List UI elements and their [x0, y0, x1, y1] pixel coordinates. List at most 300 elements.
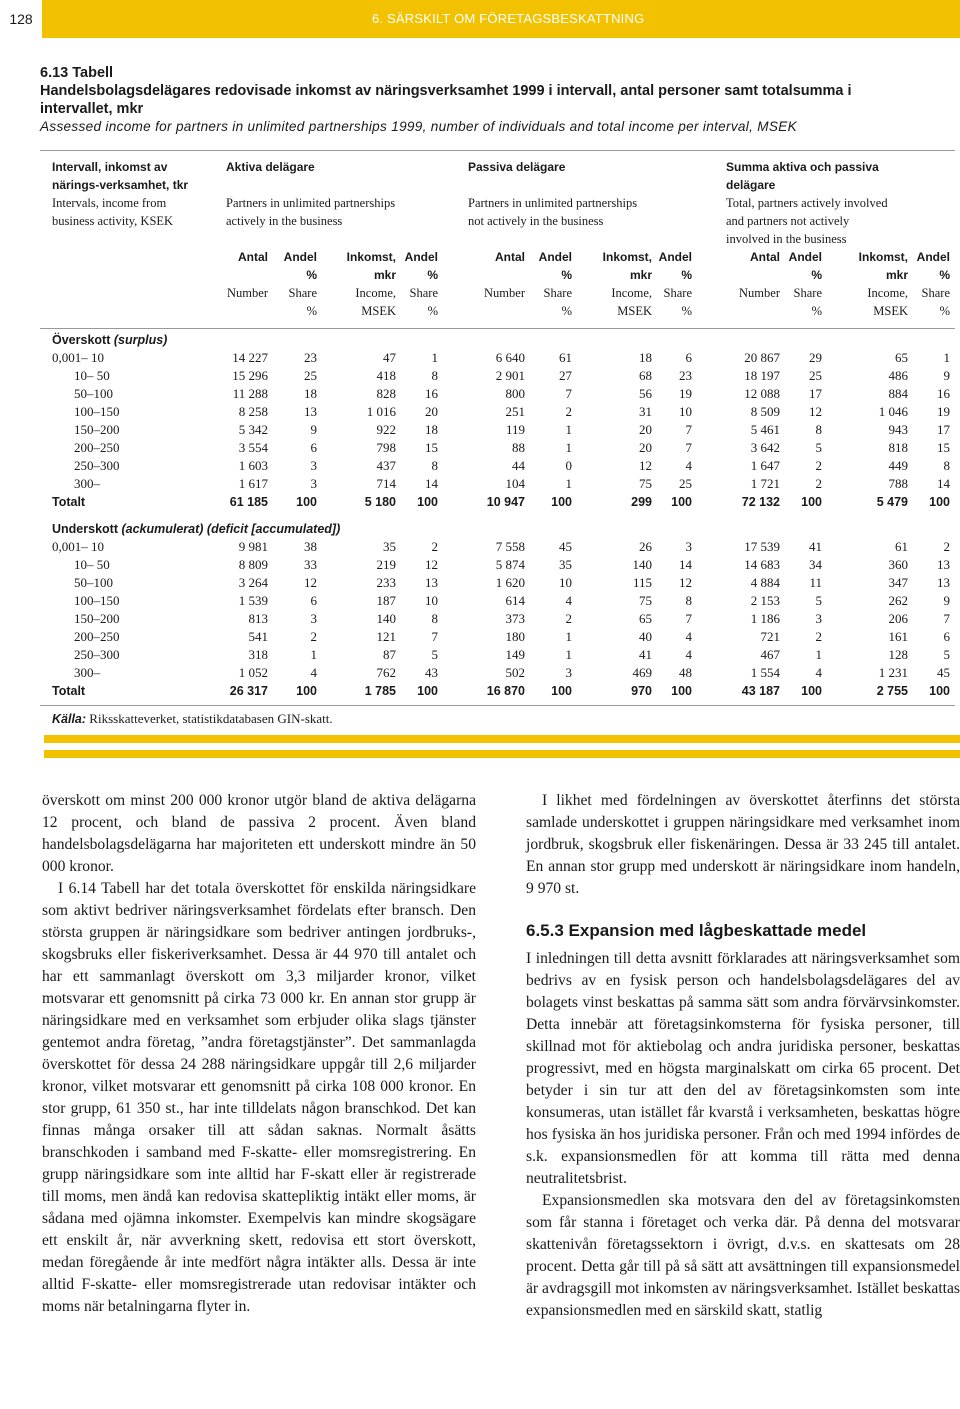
value-cell: 14 227 — [232, 350, 268, 365]
table-top-rule — [40, 150, 955, 151]
value-cell: 33 — [304, 557, 317, 572]
value-cell: 3 — [310, 611, 317, 626]
value-cell: 800 — [505, 386, 525, 401]
value-cell: 48 — [679, 665, 692, 680]
value-cell: 9 — [943, 593, 950, 608]
interval-cell: 150–200 — [74, 422, 120, 437]
separator-band-2 — [44, 750, 960, 758]
andel-label: Andel — [283, 250, 317, 264]
value-cell: 149 — [505, 647, 525, 662]
value-cell: 104 — [505, 476, 525, 491]
income-label: Income, — [611, 286, 652, 300]
value-cell: 1 052 — [238, 665, 268, 680]
value-cell: 75 — [639, 593, 652, 608]
table-row — [40, 457, 955, 475]
value-cell: 13 — [425, 575, 438, 590]
table-row — [40, 646, 955, 664]
value-cell: 8 — [943, 458, 950, 473]
value-cell: 2 — [815, 458, 822, 473]
value-cell: 251 — [505, 404, 525, 419]
table-row — [40, 592, 955, 610]
value-cell: 1 554 — [750, 665, 780, 680]
paragraph: I 6.14 Tabell har det totala överskottet för enskilda näringsidkare som aktivt bedriver näringsverksamhet fördelats efter bransch. Den största gruppen är näringsidkare som bedriver antingen jordbruks-, skogsbruks eller fiskeriverksamhet. Dessa är 44 970 till antalet och har ett sammanlagt överskott om 3,3 miljarder kronor, vilket motsvarar ett genomsnitt på cirka 73 000 kr. En annan stor grupp är näringsidkare med en verksamhet som erbjuder olika slags tjänster gentemot andra företag, ”andra företagstjänster”. Det sammanlagda överskottet för dessa 24 288 näringsidkare uppgår till 2,6 miljarder kronor, vilket motsvarar ett genomsnitt på cirka 108 000 kronor. En stor grupp, 61 350 st., har inte tilldelats någon branschkod. Det kan finnas många orsaker till att sådan saknas. Normalt åsätts branschkoden i samband med F-skatte- eller momsregistrering. En grupp näringsidkare som inte alltid har F-skatt eller är registrerade till moms, men ändå kan redovisa skattepliktig intäkt eller moms, är sådana med ojämna inkomster. Exempelvis kan mindre skogsägare ett enskilt år, när avverkning skett, redovisa ett stort överskott, medan föregående år inte medfört några intäkter alls. Dessa är inte alltid F-skatte- eller momsregistrerade utan redovisar intäkter och moms när betalningarna flyter in. — [42, 880, 476, 1315]
value-cell: 1 617 — [238, 476, 268, 491]
passive-header-en-1: Partners in unlimited partnerships — [468, 196, 638, 210]
value-cell: 4 — [685, 458, 692, 473]
value-cell: 818 — [888, 440, 908, 455]
surplus-rows — [40, 349, 955, 511]
value-cell: 1 — [310, 647, 317, 662]
value-cell: 8 — [431, 368, 438, 383]
value-cell: 34 — [809, 557, 822, 572]
number-label: Number — [484, 286, 525, 300]
percent-label: % — [939, 304, 950, 318]
table-row — [40, 628, 955, 646]
total-row — [40, 493, 955, 511]
value-cell: 3 264 — [238, 575, 268, 590]
interval-cell: 300– — [74, 665, 100, 680]
total-value-cell: 100 — [671, 684, 692, 698]
value-cell: 40 — [639, 629, 652, 644]
value-cell: 18 197 — [744, 368, 780, 383]
total-value-cell: 299 — [631, 495, 652, 509]
value-cell: 4 — [685, 629, 692, 644]
value-cell: 347 — [888, 575, 908, 590]
total-value-cell: 72 132 — [741, 495, 780, 509]
total-value-cell: 100 — [671, 495, 692, 509]
value-cell: 1 — [565, 440, 572, 455]
table-row — [40, 439, 955, 457]
value-cell: 418 — [376, 368, 396, 383]
value-cell: 12 — [679, 575, 692, 590]
value-cell: 41 — [639, 647, 652, 662]
value-cell: 1 016 — [366, 404, 396, 419]
number-label: Number — [227, 286, 268, 300]
share-label: Share — [409, 286, 438, 300]
value-cell: 798 — [376, 440, 396, 455]
value-cell: 45 — [937, 665, 950, 680]
value-cell: 5 — [815, 440, 822, 455]
value-cell: 47 — [383, 350, 396, 365]
active-header-sv: Aktiva delägare — [226, 160, 315, 174]
header-bottom-rule — [40, 328, 955, 329]
value-cell: 44 — [512, 458, 525, 473]
value-cell: 9 — [943, 368, 950, 383]
value-cell: 3 — [310, 476, 317, 491]
table-row — [40, 574, 955, 592]
value-cell: 31 — [639, 404, 652, 419]
value-cell: 12 — [425, 557, 438, 572]
total-row — [40, 682, 955, 700]
value-cell: 2 — [310, 629, 317, 644]
value-cell: 4 — [565, 593, 572, 608]
value-cell: 8 — [815, 422, 822, 437]
interval-header-sv-1: Intervall, inkomst av — [52, 160, 168, 174]
value-cell: 437 — [376, 458, 396, 473]
value-cell: 4 884 — [750, 575, 780, 590]
value-cell: 788 — [888, 476, 908, 491]
value-cell: 25 — [809, 368, 822, 383]
value-cell: 8 258 — [238, 404, 268, 419]
table-row — [40, 367, 955, 385]
surplus-section — [40, 331, 955, 511]
value-cell: 75 — [639, 476, 652, 491]
interval-cell: 0,001– 10 — [52, 350, 104, 365]
value-cell: 318 — [248, 647, 268, 662]
total-value-cell: 100 — [929, 684, 950, 698]
table-title-en: Assessed income for partners in unlimited partnerships 1999, number of individuals and total income per interval, MSEK — [40, 119, 797, 134]
value-cell: 15 — [937, 440, 950, 455]
body-column-right — [526, 790, 960, 1322]
value-cell: 1 721 — [750, 476, 780, 491]
andel-label: Andel — [658, 250, 692, 264]
total-value-cell: 1 785 — [364, 684, 396, 698]
value-cell: 140 — [376, 611, 396, 626]
value-cell: 8 509 — [750, 404, 780, 419]
total-value-cell: 100 — [417, 684, 438, 698]
value-cell: 119 — [505, 422, 525, 437]
total-value-cell: 970 — [631, 684, 652, 698]
interval-cell: 200–250 — [74, 440, 120, 455]
total-value-cell: 10 947 — [486, 495, 525, 509]
value-cell: 3 — [310, 458, 317, 473]
value-cell: 943 — [888, 422, 908, 437]
value-cell: 206 — [888, 611, 908, 626]
value-cell: 11 — [809, 575, 822, 590]
table-number: 6.13 Tabell — [40, 65, 114, 81]
value-cell: 14 — [425, 476, 438, 491]
share-label: Share — [288, 286, 317, 300]
value-cell: 1 — [565, 629, 572, 644]
paragraph: I likhet med fördelningen av överskottet återfinns det största samlade underskottet i gruppen näringsidkare med verksamhet inom jordbruk, skogsbruk eller fiskenäringen. Dessa är 33 245 till antalet. En annan stor grupp med underskott är näringsidkare inom handeln, 9 970 st. — [526, 792, 960, 897]
value-cell: 41 — [809, 539, 822, 554]
chapter-title: 6. SÄRSKILT OM FÖRETAGSBESKATTNING — [372, 11, 645, 26]
mkr-label: mkr — [373, 268, 396, 282]
percent-label: % — [561, 268, 572, 282]
value-cell: 6 640 — [495, 350, 525, 365]
value-cell: 8 — [431, 458, 438, 473]
body-column-left — [42, 790, 476, 1318]
total-value-cell: 5 180 — [364, 495, 396, 509]
interval-cell: 250–300 — [74, 647, 120, 662]
value-cell: 7 — [943, 611, 950, 626]
value-cell: 9 — [310, 422, 317, 437]
value-cell: 1 231 — [878, 665, 908, 680]
value-cell: 12 088 — [744, 386, 780, 401]
value-cell: 20 — [639, 440, 652, 455]
percent-label: % — [811, 304, 822, 318]
value-cell: 20 867 — [744, 350, 780, 365]
table-row — [40, 475, 955, 493]
interval-cell: 150–200 — [74, 611, 120, 626]
value-cell: 6 — [685, 350, 692, 365]
income-label: Income, — [867, 286, 908, 300]
interval-cell: 10– 50 — [74, 557, 110, 572]
msek-label: MSEK — [617, 304, 652, 318]
value-cell: 721 — [760, 629, 780, 644]
value-cell: 828 — [376, 386, 396, 401]
total-value-cell: 100 — [296, 495, 317, 509]
value-cell: 1 046 — [878, 404, 908, 419]
value-cell: 25 — [304, 368, 317, 383]
passive-header-sv: Passiva delägare — [468, 160, 566, 174]
value-cell: 19 — [679, 386, 692, 401]
value-cell: 18 — [304, 386, 317, 401]
active-header-en-2: actively in the business — [226, 214, 343, 228]
value-cell: 14 — [679, 557, 692, 572]
interval-cell: 50–100 — [74, 386, 113, 401]
value-cell: 4 — [310, 665, 317, 680]
total-value-cell: 5 479 — [876, 495, 908, 509]
value-cell: 180 — [505, 629, 525, 644]
table-title-sv-cont: intervallet, mkr — [40, 101, 144, 117]
value-cell: 1 539 — [238, 593, 268, 608]
page-number: 128 — [9, 11, 33, 27]
page-header — [0, 0, 960, 40]
interval-header-sv-2: närings-verksamhet, tkr — [52, 178, 189, 192]
value-cell: 5 874 — [495, 557, 525, 572]
value-cell: 35 — [383, 539, 396, 554]
percent-label: % — [427, 304, 438, 318]
value-cell: 68 — [639, 368, 652, 383]
value-cell: 187 — [376, 593, 396, 608]
value-cell: 7 — [565, 386, 572, 401]
number-label: Number — [739, 286, 780, 300]
share-label: Share — [543, 286, 572, 300]
value-cell: 5 — [815, 593, 822, 608]
total-label: Totalt — [52, 684, 86, 698]
value-cell: 449 — [888, 458, 908, 473]
value-cell: 29 — [809, 350, 822, 365]
interval-cell: 0,001– 10 — [52, 539, 104, 554]
share-label: Share — [663, 286, 692, 300]
value-cell: 233 — [376, 575, 396, 590]
table-row — [40, 556, 955, 574]
value-cell: 8 — [685, 593, 692, 608]
value-cell: 5 342 — [238, 422, 268, 437]
value-cell: 8 809 — [238, 557, 268, 572]
value-cell: 1 — [943, 350, 950, 365]
value-cell: 7 — [431, 629, 438, 644]
value-cell: 13 — [304, 404, 317, 419]
value-cell: 6 — [310, 440, 317, 455]
value-cell: 6 — [310, 593, 317, 608]
source-note: Källa: Riksskatteverket, statistikdatabasen GIN-skatt. — [52, 711, 333, 726]
value-cell: 3 554 — [238, 440, 268, 455]
value-cell: 486 — [888, 368, 908, 383]
value-cell: 16 — [425, 386, 438, 401]
value-cell: 26 — [639, 539, 652, 554]
value-cell: 23 — [679, 368, 692, 383]
table-row — [40, 385, 955, 403]
percent-label: % — [939, 268, 950, 282]
mkr-label: mkr — [629, 268, 652, 282]
total-value-cell: 100 — [551, 684, 572, 698]
value-cell: 714 — [376, 476, 396, 491]
chapter-band — [42, 0, 960, 38]
value-cell: 43 — [425, 665, 438, 680]
value-cell: 17 — [809, 386, 822, 401]
value-cell: 87 — [383, 647, 396, 662]
value-cell: 1 — [565, 476, 572, 491]
interval-cell: 50–100 — [74, 575, 113, 590]
table-row — [40, 421, 955, 439]
interval-cell: 300– — [74, 476, 100, 491]
msek-label: MSEK — [361, 304, 396, 318]
antal-label: Antal — [495, 250, 525, 264]
value-cell: 5 — [431, 647, 438, 662]
value-cell: 3 642 — [750, 440, 780, 455]
value-cell: 1 603 — [238, 458, 268, 473]
value-cell: 65 — [895, 350, 908, 365]
value-cell: 360 — [888, 557, 908, 572]
value-cell: 813 — [248, 611, 268, 626]
percent-label: % — [811, 268, 822, 282]
value-cell: 922 — [376, 422, 396, 437]
value-cell: 884 — [888, 386, 908, 401]
value-cell: 3 — [685, 539, 692, 554]
value-cell: 1 — [565, 647, 572, 662]
value-cell: 1 620 — [495, 575, 525, 590]
value-cell: 6 — [943, 629, 950, 644]
value-cell: 7 — [685, 422, 692, 437]
total-value-cell: 100 — [417, 495, 438, 509]
value-cell: 1 — [431, 350, 438, 365]
value-cell: 61 — [559, 350, 572, 365]
value-cell: 9 981 — [238, 539, 268, 554]
value-cell: 45 — [559, 539, 572, 554]
value-cell: 25 — [679, 476, 692, 491]
andel-label: Andel — [404, 250, 438, 264]
total-value-cell: 61 185 — [229, 495, 268, 509]
paragraph: I inledningen till detta avsnitt förklarades att näringsverksamhet som bedrivs av en fysisk person och handelsbolagsdelägares del av bolagets vinst beskattas på samma sätt som andra förvärvsinkomster. Detta innebär att företagsinkomsterna för fysiska personer, till skillnad mot för aktiebolag och andra juridiska personer, beskattas progressivt, med en högsta marginalskatt om cirka 65 procent. Det betyder i sin tur att den del av företagsinkomsten som inte konsumeras, utan istället får kvarstå i verksamheten, beskattas högre hos fysiska än hos juridiska personer. Från och med 1994 infördes de s.k. expansionsmedlen för att komma till rätta med denna neutralitetsbrist. — [526, 950, 960, 1187]
value-cell: 56 — [639, 386, 652, 401]
value-cell: 8 — [431, 611, 438, 626]
value-cell: 88 — [512, 440, 525, 455]
total-value-cell: 100 — [801, 495, 822, 509]
value-cell: 1 186 — [750, 611, 780, 626]
value-cell: 1 647 — [750, 458, 780, 473]
value-cell: 5 461 — [750, 422, 780, 437]
inkomst-label: Inkomst, — [858, 250, 908, 264]
andel-label: Andel — [538, 250, 572, 264]
total-value-cell: 100 — [296, 684, 317, 698]
value-cell: 2 901 — [495, 368, 525, 383]
table-row — [40, 349, 955, 367]
value-cell: 23 — [304, 350, 317, 365]
value-cell: 1 — [565, 422, 572, 437]
value-cell: 17 — [937, 422, 950, 437]
value-cell: 17 539 — [744, 539, 780, 554]
value-cell: 2 — [815, 629, 822, 644]
andel-label: Andel — [916, 250, 950, 264]
percent-label: % — [306, 268, 317, 282]
value-cell: 10 — [679, 404, 692, 419]
mkr-label: mkr — [885, 268, 908, 282]
value-cell: 13 — [937, 557, 950, 572]
value-cell: 19 — [937, 404, 950, 419]
value-cell: 219 — [376, 557, 396, 572]
value-cell: 3 — [815, 611, 822, 626]
value-cell: 7 558 — [495, 539, 525, 554]
table-title-sv: Handelsbolagsdelägares redovisade inkomst av näringsverksamhet 1999 i intervall, antal personer samt totalsumma i — [40, 83, 852, 99]
value-cell: 0 — [565, 458, 572, 473]
interval-cell: 10– 50 — [74, 368, 110, 383]
value-cell: 14 — [937, 476, 950, 491]
percent-label: % — [306, 304, 317, 318]
interval-cell: 250–300 — [74, 458, 120, 473]
total-value-cell: 16 870 — [486, 684, 525, 698]
total-value-cell: 100 — [929, 495, 950, 509]
table-row — [40, 610, 955, 628]
value-cell: 2 — [565, 611, 572, 626]
value-cell: 20 — [425, 404, 438, 419]
total-label: Totalt — [52, 495, 86, 509]
value-cell: 38 — [304, 539, 317, 554]
value-cell: 5 — [943, 647, 950, 662]
percent-label: % — [561, 304, 572, 318]
interval-cell: 100–150 — [74, 404, 120, 419]
value-cell: 65 — [639, 611, 652, 626]
sum-header-sv-1: Summa aktiva och passiva — [726, 160, 879, 174]
value-cell: 2 — [565, 404, 572, 419]
interval-cell: 100–150 — [74, 593, 120, 608]
share-label: Share — [793, 286, 822, 300]
separator-band-1 — [44, 735, 960, 743]
value-cell: 16 — [937, 386, 950, 401]
income-label: Income, — [355, 286, 396, 300]
deficit-rows — [40, 538, 955, 700]
percent-label: % — [681, 304, 692, 318]
value-cell: 128 — [888, 647, 908, 662]
paragraph: Expansionsmedlen ska motsvara den del av företagsinkomsten som får stanna i företaget och verka där. På denna del motsvarar skattenivån företagssektorn i övrigt, d.v.s. en skattesats om 28 procent. Detta går till på så sätt att avsättningen till expansionsmedel är avdragsgill mot inkomsten av näringsverksamhet. Istället beskattas expansionsmedlen med en särskild skatt, statlig — [526, 1192, 960, 1319]
value-cell: 3 — [565, 665, 572, 680]
antal-label: Antal — [750, 250, 780, 264]
value-cell: 12 — [639, 458, 652, 473]
share-label: Share — [921, 286, 950, 300]
table-heading — [40, 64, 955, 136]
value-cell: 121 — [376, 629, 396, 644]
table-row — [40, 538, 955, 556]
total-value-cell: 26 317 — [229, 684, 268, 698]
sum-header-en-2: and partners not actively — [726, 214, 850, 228]
percent-label: % — [681, 268, 692, 282]
table-row — [40, 664, 955, 682]
value-cell: 502 — [505, 665, 525, 680]
passive-header-en-2: not actively in the business — [468, 214, 604, 228]
value-cell: 15 — [425, 440, 438, 455]
value-cell: 541 — [248, 629, 268, 644]
value-cell: 614 — [505, 593, 525, 608]
value-cell: 10 — [425, 593, 438, 608]
value-cell: 11 288 — [232, 386, 268, 401]
value-cell: 115 — [632, 575, 652, 590]
interval-header-en-1: Intervals, income from — [52, 196, 167, 210]
value-cell: 4 — [685, 647, 692, 662]
table-row — [40, 403, 955, 421]
value-cell: 10 — [559, 575, 572, 590]
value-cell: 373 — [505, 611, 525, 626]
value-cell: 2 — [815, 476, 822, 491]
table-bottom-rule — [40, 705, 955, 706]
value-cell: 18 — [639, 350, 652, 365]
value-cell: 1 — [815, 647, 822, 662]
value-cell: 4 — [815, 665, 822, 680]
value-cell: 35 — [559, 557, 572, 572]
value-cell: 2 — [943, 539, 950, 554]
value-cell: 27 — [559, 368, 572, 383]
value-cell: 20 — [639, 422, 652, 437]
